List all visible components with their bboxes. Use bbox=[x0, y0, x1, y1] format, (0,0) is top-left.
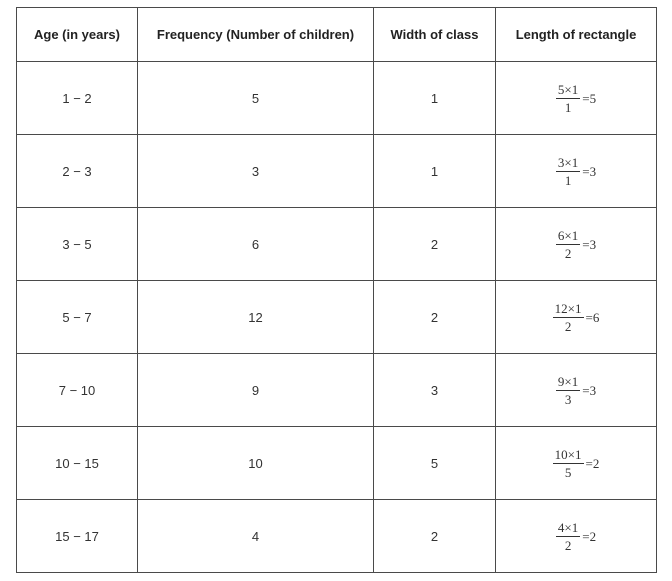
frequency-cell: 3 bbox=[138, 135, 374, 208]
frequency-cell: 12 bbox=[138, 281, 374, 354]
fraction-result: =3 bbox=[582, 163, 597, 179]
frequency-cell: 10 bbox=[138, 427, 374, 500]
table-header-row bbox=[17, 8, 657, 62]
fraction-result: =2 bbox=[582, 528, 597, 544]
age-cell: 10 − 15 bbox=[17, 427, 138, 500]
table-row bbox=[17, 281, 657, 354]
header-age: Age (in years) bbox=[17, 8, 138, 62]
age-cell: 15 − 17 bbox=[17, 500, 138, 573]
length-cell bbox=[496, 354, 657, 427]
table-row bbox=[17, 427, 657, 500]
length-cell bbox=[496, 135, 657, 208]
fraction bbox=[556, 229, 580, 260]
fraction bbox=[553, 448, 584, 479]
fraction-denominator: 2 bbox=[564, 246, 572, 261]
length-formula bbox=[556, 156, 596, 187]
fraction bbox=[553, 302, 584, 333]
length-formula bbox=[556, 83, 596, 114]
fraction-denominator: 1 bbox=[564, 100, 572, 115]
frequency-cell: 9 bbox=[138, 354, 374, 427]
length-cell bbox=[496, 62, 657, 135]
width-cell: 1 bbox=[374, 62, 496, 135]
fraction bbox=[556, 156, 580, 187]
width-cell: 2 bbox=[374, 208, 496, 281]
fraction-result: =6 bbox=[585, 309, 600, 325]
fraction-numerator: 4×1 bbox=[557, 520, 579, 535]
frequency-table bbox=[16, 7, 657, 573]
fraction-numerator: 10×1 bbox=[554, 447, 582, 462]
length-formula bbox=[553, 302, 600, 333]
fraction-denominator: 1 bbox=[564, 173, 572, 188]
age-cell: 5 − 7 bbox=[17, 281, 138, 354]
fraction bbox=[556, 83, 580, 114]
age-cell: 2 − 3 bbox=[17, 135, 138, 208]
width-cell: 1 bbox=[374, 135, 496, 208]
fraction-numerator: 3×1 bbox=[557, 155, 579, 170]
table-row bbox=[17, 354, 657, 427]
fraction-denominator: 3 bbox=[564, 392, 572, 407]
length-cell bbox=[496, 427, 657, 500]
age-cell: 3 − 5 bbox=[17, 208, 138, 281]
width-cell: 5 bbox=[374, 427, 496, 500]
length-cell bbox=[496, 500, 657, 573]
frequency-cell: 4 bbox=[138, 500, 374, 573]
fraction-result: =3 bbox=[582, 236, 597, 252]
length-formula bbox=[553, 448, 600, 479]
age-cell: 1 − 2 bbox=[17, 62, 138, 135]
fraction-numerator: 5×1 bbox=[557, 82, 579, 97]
fraction bbox=[556, 521, 580, 552]
width-cell: 2 bbox=[374, 500, 496, 573]
fraction-numerator: 12×1 bbox=[554, 301, 582, 316]
fraction-denominator: 2 bbox=[564, 319, 572, 334]
width-cell: 2 bbox=[374, 281, 496, 354]
length-formula bbox=[556, 375, 596, 406]
table-row bbox=[17, 208, 657, 281]
fraction-numerator: 6×1 bbox=[557, 228, 579, 243]
header-frequency: Frequency (Number of children) bbox=[138, 8, 374, 62]
table-row bbox=[17, 500, 657, 573]
frequency-cell: 6 bbox=[138, 208, 374, 281]
length-cell bbox=[496, 281, 657, 354]
age-cell: 7 − 10 bbox=[17, 354, 138, 427]
fraction-result: =2 bbox=[585, 455, 600, 471]
frequency-cell: 5 bbox=[138, 62, 374, 135]
header-width: Width of class bbox=[374, 8, 496, 62]
length-cell bbox=[496, 208, 657, 281]
header-length: Length of rectangle bbox=[496, 8, 657, 62]
fraction-denominator: 5 bbox=[564, 465, 572, 480]
fraction-result: =3 bbox=[582, 382, 597, 398]
fraction-numerator: 9×1 bbox=[557, 374, 579, 389]
width-cell: 3 bbox=[374, 354, 496, 427]
fraction bbox=[556, 375, 580, 406]
fraction-result: =5 bbox=[582, 90, 597, 106]
table-row bbox=[17, 62, 657, 135]
length-formula bbox=[556, 229, 596, 260]
length-formula bbox=[556, 521, 596, 552]
table-row bbox=[17, 135, 657, 208]
fraction-denominator: 2 bbox=[564, 538, 572, 553]
